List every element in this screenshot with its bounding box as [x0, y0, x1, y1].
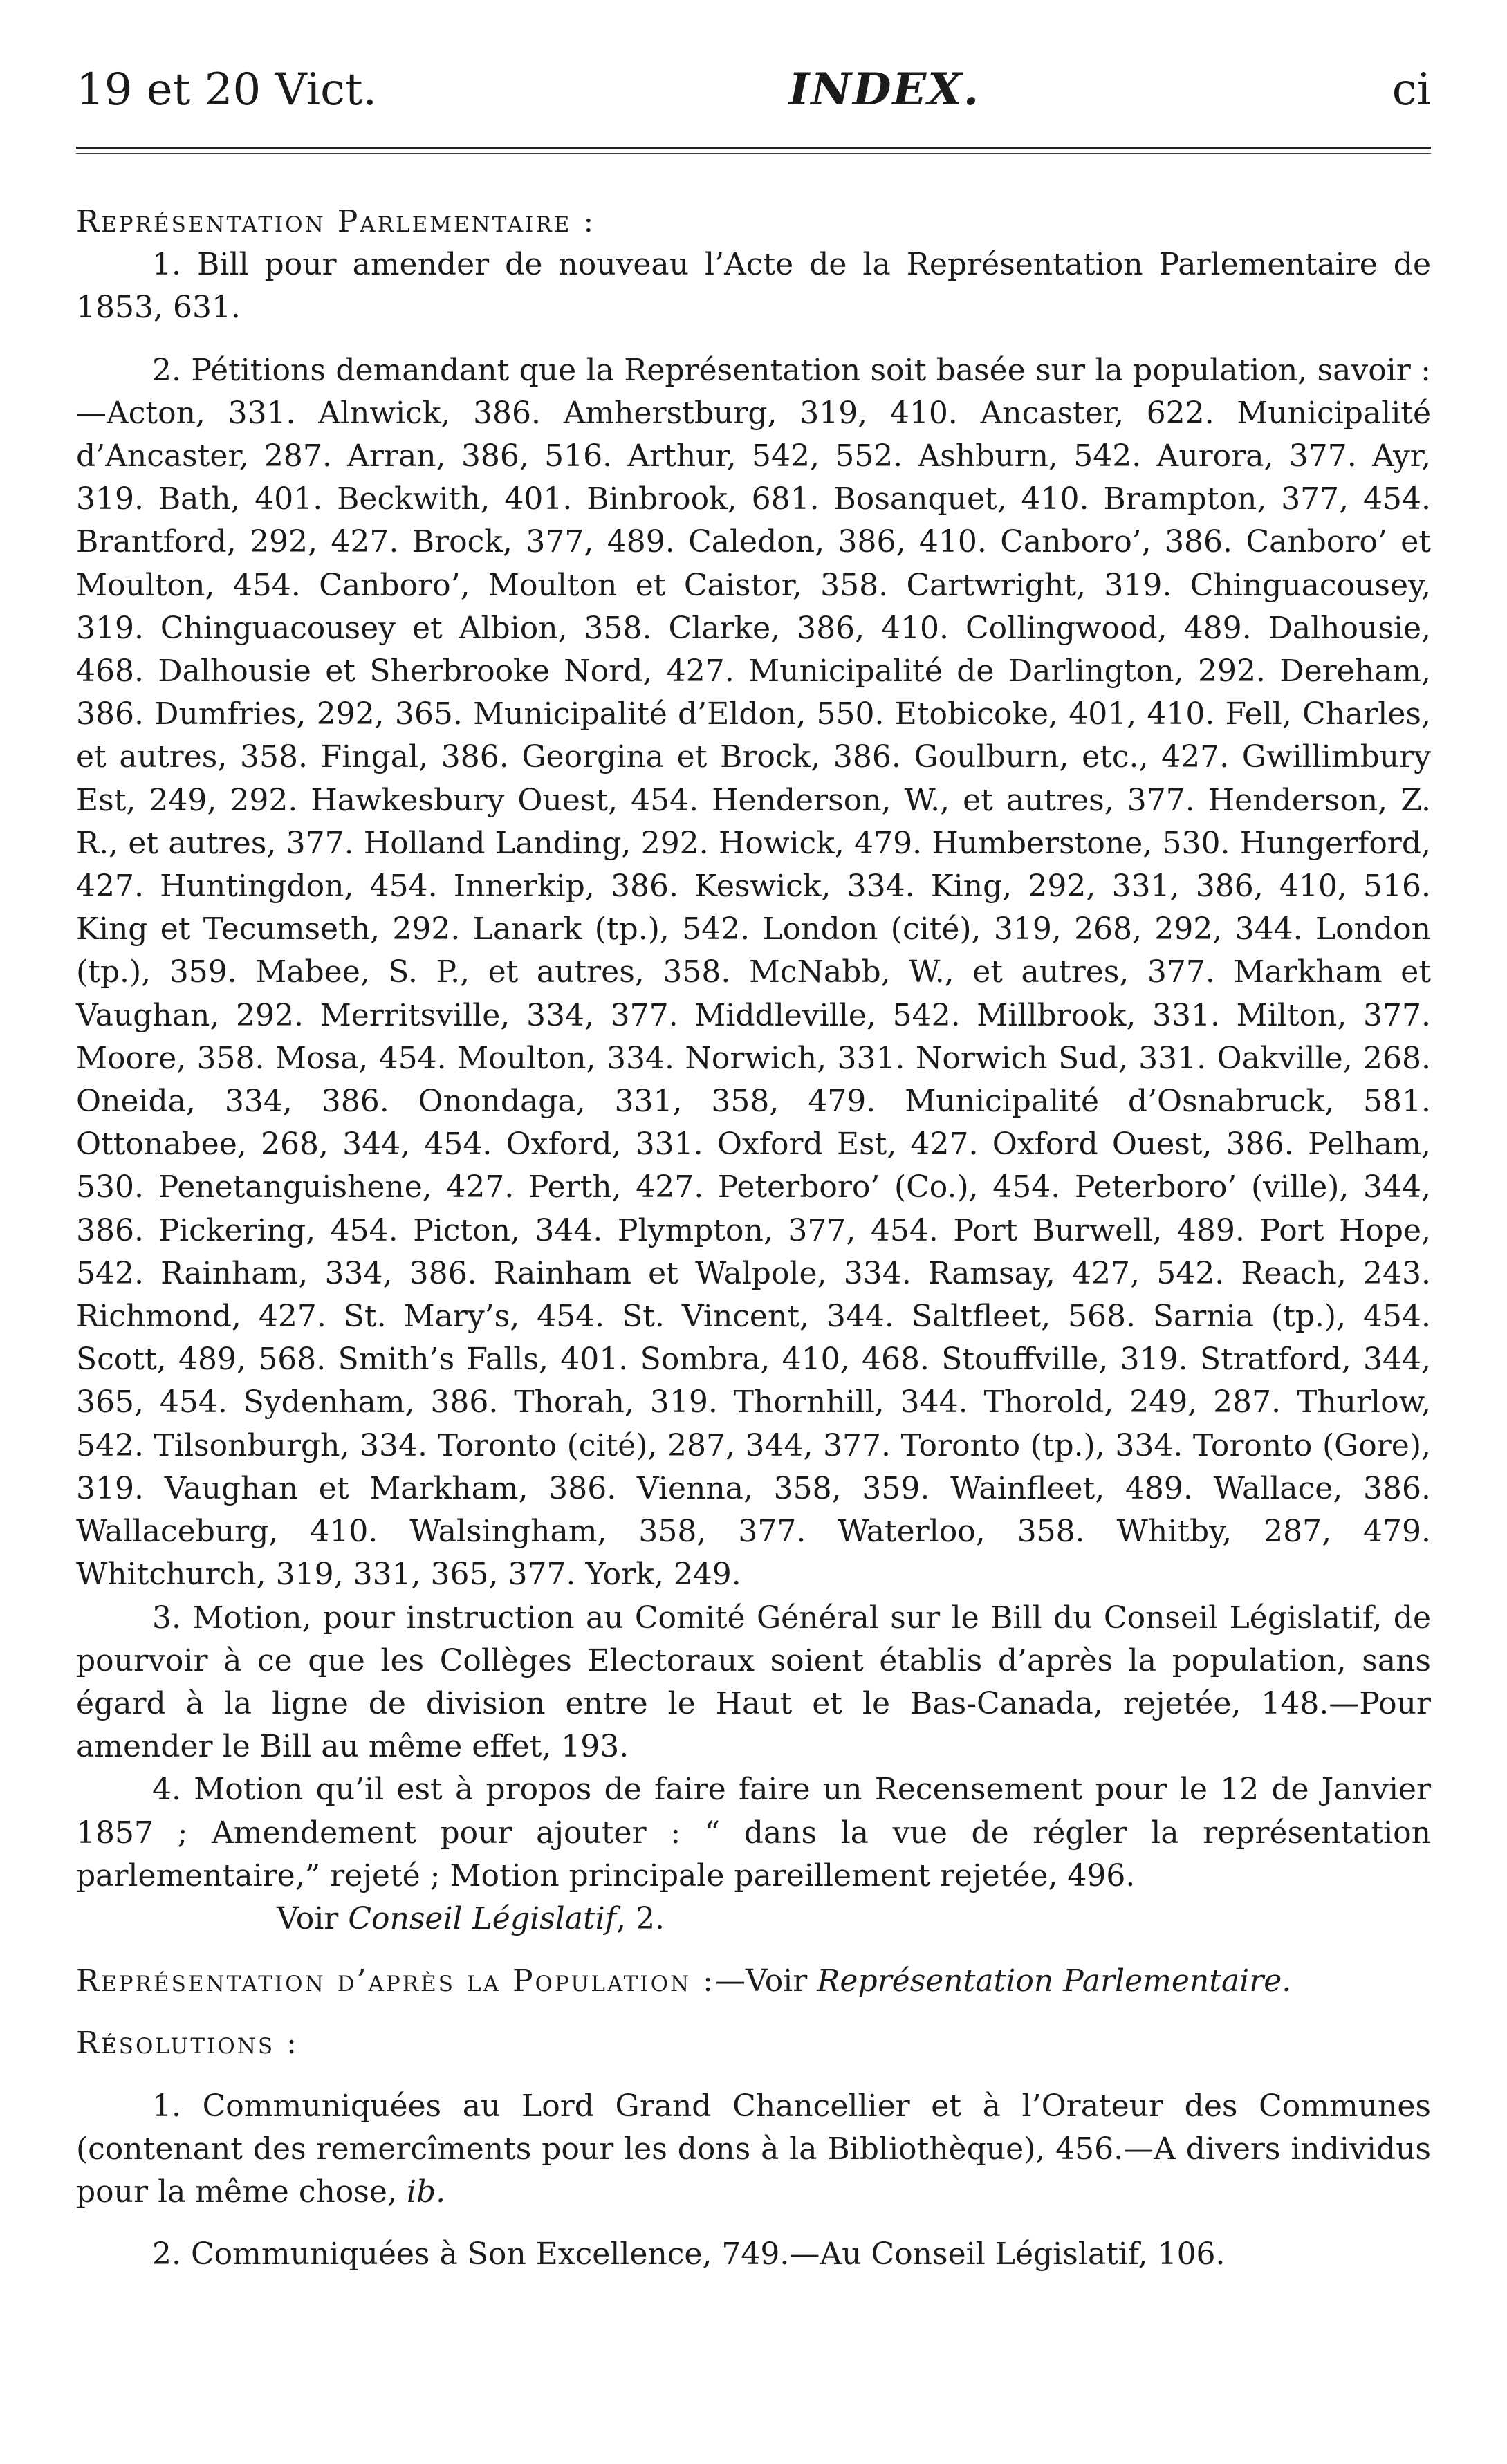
header-page-number: ci [1392, 64, 1431, 115]
spacer [76, 2066, 1431, 2085]
entry-1-bill: 1. Bill pour amender de nouveau l’Acte de la Représentation Parlementaire de 1853, 631. [76, 247, 1431, 326]
see-reference: Représentation Parlementaire. [817, 1963, 1292, 1999]
entry-3-motion-colleges: 3. Motion, pour instruction au Comité Général sur le Bill du Conseil Législatif, de pourvoir à ce que les Collèges Electoraux soient établis d’après la population, sans égard à la ligne de division entre le Haut et le Bas-Canada, rejetée, 148.—Pour amender le Bill au même effet, 193. [76, 1600, 1431, 1765]
section-heading-representation-parlementaire: Représentation Parlementaire : [76, 204, 596, 239]
spacer [76, 2214, 1431, 2233]
see-suffix: , 2. [616, 1900, 665, 1936]
spacer [76, 2003, 1431, 2022]
entry-text: 1. Communiquées au Lord Grand Chancellier et à l’Orateur des Communes (contenant des remercîments pour les dons à la Bibliothèque), 456.—A divers individus pour la même chose, [76, 2088, 1431, 2210]
entry-4-motion-recensement: 4. Motion qu’il est à propos de faire faire un Recensement pour le 12 de Janvier 1857 ; Amendement pour ajouter : “ dans la vue de régler la représentation parlementaire,” rejeté ; Motion principale pareillement rejetée, 496. [76, 1772, 1431, 1893]
entry-2-petitions: 2. Pétitions demandant que la Représentation soit basée sur la population, savoir :—Acton, 331. Alnwick, 386. Amherstburg, 319, 410. Ancaster, 622. Municipalité d’Ancaster, 287. Arran, 386, 516. Arthur, 542, 552. Ashburn, 542. Aurora, 377. Ayr, 319. Bath, 401. Beckwith, 401. Binbrook, 681. Bosanquet, 410. Brampton, 377, 454. Brantford, 292, 427. Brock, 377, 489. Caledon, 386, 410. Canboro’, 386. Canboro’ et Moulton, 454. Canboro’, Moulton et Caistor, 358. Cartwright, 319. Chinguacousey, 319. Chinguacousey et Albion, 358. Clarke, 386, 410. Collingwood, 489. Dalhousie, 468. Dalhousie et Sherbrooke Nord, 427. Municipalité de Darlington, 292. Dereham, 386. Dumfries, 292, 365. Municipalité d’Eldon, 550. Etobicoke, 401, 410. Fell, Charles, et autres, 358. Fingal, 386. Georgina et Brock, 386. Goulburn, etc., 427. Gwillimbury Est, 249, 292. Hawkesbury Ouest, 454. Henderson, W., et autres, 377. Henderson, Z. R., et autres, 377. Holland Landing, 292. Howick, 479. Humberstone, 530. Hungerford, 427. Huntingdon, 454. Innerkip, 386. Keswick, 334. King, 292, 331, 386, 410, 516. King et Tecumseth, 292. Lanark (tp.), 542. London (cité), 319, 268, 292, 344. London (tp.), 359. Mabee, S. P., et autres, 358. McNabb, W., et autres, 377. Markham et Vaughan, 292. Merritsville, 334, 377. Middleville, 542. Millbrook, 331. Milton, 377. Moore, 358. Mosa, 454. Moulton, 334. Norwich, 331. Norwich Sud, 331. Oakville, 268. Oneida, 334, 386. Onondaga, 331, 358, 479. Municipalité d’Osnabruck, 581. Ottonabee, 268, 344, 454. Oxford, 331. Oxford Est, 427. Oxford Ouest, 386. Pelham, 530. Penetanguishene, 427. Perth, 427. Peterboro’ (Co.), 454. Peterboro’ (ville), 344, 386. Pickering, 454. Picton, 344. Plympton, 377, 454. Port Burwell, 489. Port Hope, 542. Rainham, 334, 386. Rainham et Walpole, 334. Ramsay, 427, 542. Reach, 243. Richmond, 427. St. Mary’s, 454. St. Vincent, 344. Saltfleet, 568. Sarnia (tp.), 454. Scott, 489, 568. Smith’s Falls, 401. Sombra, 410, 468. Stouffville, 319. Stratford, 344, 365, 454. Sydenham, 386. Thorah, 319. Thornhill, 344. Thorold, 249, 287. Thurlow, 542. Tilsonburgh, 334. Toronto (cité), 287, 344, 377. Toronto (tp.), 334. Toronto (Gore), 319. Vaughan et Markham, 386. Vienna, 358, 359. Wainfleet, 489. Wallace, 386. Wallaceburg, 410. Walsingham, 358, 377. Waterloo, 358. Whitby, 287, 479. Whitchurch, 319, 331, 365, 377. York, 249. [76, 352, 1431, 1593]
section-heading-resolutions: Résolutions : [76, 2026, 299, 2062]
entry-ref: ib. [406, 2174, 446, 2210]
running-head [76, 62, 1431, 118]
header-title: INDEX. [788, 64, 981, 115]
header-session: 19 et 20 Vict. [76, 64, 377, 115]
entry-resolutions-2: 2. Communiquées à Son Excellence, 749.—Au Conseil Législatif, 106. [152, 2236, 1226, 2272]
entry-resolutions-1 [76, 2085, 1431, 2214]
index-body [76, 201, 1431, 2276]
spacer [76, 1940, 1431, 1960]
header-rule [76, 147, 1431, 154]
section-heading-text: Représentation d’après la Population : [76, 1963, 715, 1999]
see-also-conseil-legislatif [76, 1898, 1431, 1940]
section-heading-representation-population [76, 1960, 1431, 2003]
see-prefix: Voir [277, 1900, 349, 1936]
see-prefix: —Voir [714, 1963, 817, 1999]
spacer [76, 330, 1431, 349]
see-reference: Conseil Législatif [348, 1900, 616, 1936]
